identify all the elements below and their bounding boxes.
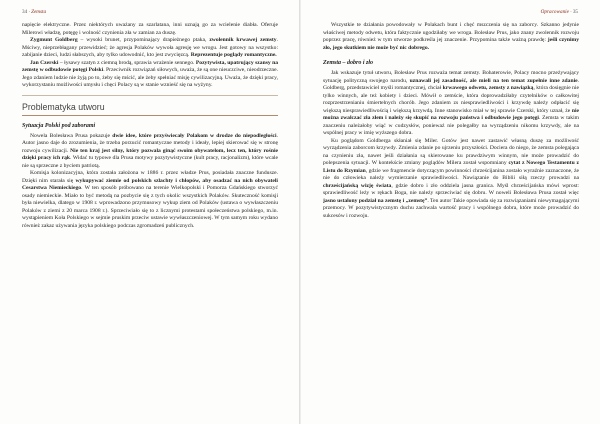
- character-name: Zygmunt Goldberg: [30, 37, 78, 43]
- emphasis: Reprezentuje poglądy romantyczne.: [190, 52, 277, 58]
- paragraph: [323, 22, 579, 52]
- paragraph: napięcie elektryczne. Przez niektórych uważany za szarlatana, inni uznają go za wcielenie diabła. Oferuje Milerowi władzę, potęgę i wolność czynienia zła w zamian za duszę.: [22, 22, 278, 36]
- paragraph: [22, 170, 278, 230]
- page-number: 35: [572, 9, 578, 15]
- text-run: Komisja kolonizacyjna, która została założona w 1886 r. przez władze Prus, posiadała znaczne fundusze. Dzięki nim starała się: [22, 170, 278, 184]
- right-text-column: [323, 22, 579, 414]
- page-number: 34: [22, 9, 28, 15]
- text-run: . Zemsta w takim znaczeniu należałoby wiąć w cudzysłów, ponieważ nie polegałby na wyrządzeniu nikomu krzywdy, ale na wspólnej pracy w imię wyższego dobra.: [323, 115, 579, 136]
- subsection-heading: Zemsta – dobro i zło: [323, 60, 374, 66]
- text-run: . Widać tu typowe dla Prusa motywy pozytywistyczne (kult pracy, racjonalizm), które wcale nie są sprzeczne z byciem patriotą.: [22, 155, 278, 169]
- right-page: [301, 0, 600, 424]
- emphasis: Pozytywista, upatrujący szansy na zemstę w odbudowie potęgi Polski: [22, 59, 278, 73]
- emphasis: Nie ten kraj jest silny, który pozwala ginąć swoim obywatelom, lecz ten, który rośnie dzięki pracy ich rąk: [22, 147, 278, 161]
- left-text-column: [22, 22, 278, 414]
- text-run: . W ten sposób próbowano na terenie Wielkopolski i Pomorza Gdańskiego stworzyć osady niemieckie. Miało to być metodą na pozbycie się z tych okolic wszystkich Polaków. Skuteczność komisji była niewielka, dlatego w 1908 r. wprowadzono przymusowy wykup ziem od Polaków (ustawa o wywłaszczeniu Polaków z ziemi z 20 marca 1908 r.). Sprzeciwiało się to z licznymi protestami społeczeństwa polskiego, m.in. wystąpieniem Koła Polskiego w sejmie pruskim przeciw ustawie wywłaszczeniowej. W tym samym roku wydano również zakaz używania języka polskiego podczas zgromadzeń publicznych.: [22, 185, 278, 229]
- emphasis: zwolennik krwawej zemsty: [209, 37, 277, 43]
- text-run: Wszystkie te działania powodowały w Polakach bunt i chęć mszczenia się na zaborcy. Szkanno jedynie właściwej metody odwetu, która faktycznie ugodziłaby we wroga. Bolesław Prus, jako znany zwolennik rozwoju poprzez pracę, również w tym utworze podkreśla jej znaczenie. Przypomina także ważną prawdę:: [323, 22, 579, 43]
- running-header-left: 34 · Zemsta: [22, 9, 47, 15]
- text-run: – łysawy szatyn z ciemną brodą, sprawia wrażenie sennego.: [58, 59, 196, 66]
- text-run: , gdzie we fragmencie dotyczącym powinności chrześcijanina zostało wyraźnie zaznaczone, że nie do człowieka należy wymierzanie sprawiedliwości. Nawiązanie do Biblii siłą rzeczy prowadzi na: [323, 167, 579, 181]
- text-run: , gdzie dobro i zło oddziela jasna granica. Myśl chrześcijańska mówi wprost: sprawiedliwość leży w rękach Boga, nie należy sprzeciwiać się dobru. W nowelі Bolesława Prusa został więc: [323, 182, 579, 196]
- text-run: Nowela Bolesława Prusa pokazuje: [30, 132, 113, 139]
- text-run: . Autor jasno daje do zrozumienia, że trzeba porzucić romantyczne metody i ideały, lepiej skierować się w stronę rozwoju cywilizacji.: [22, 132, 278, 154]
- text-run: . Goldberg, przedstawiciel myśli romantycznej, chciał: [323, 77, 579, 91]
- running-header-right: Opracowanie · 35: [540, 9, 578, 15]
- paragraph: [323, 138, 579, 221]
- text-run: Jak wskazuje tytuł utworu, Bolesław Prus rozważa temat zemsty. Bohaterowie, Polacy mocno przeżywający sytuację polityczną swojego narodu,: [323, 70, 579, 84]
- subsection-heading: Sytuacja Polski pod zaborami: [22, 122, 96, 129]
- text-run: , która dosięgnie nie tylko winnych, ale też kobiety i dzieci. Mówił o zemście, która doprowadziłaby czytelników o całkowitej rozprzestrzenianiu śmiertelnych chorób. Jego zdaniem zs niesprawiedliwości i krzywdę należy odpłacić się większą niesprawiedliwością i większą krzywdą. Inne stanowisko miał w tej sprawie Czerski, który uznał, że: [323, 85, 579, 114]
- chapter-rule: [22, 115, 278, 116]
- running-title: Zemsta: [31, 9, 47, 15]
- emphasis: jeśli czynimy zło, jego skutkiem nie może być nic dobrego.: [323, 37, 579, 51]
- emphasis: wykupywać ziemie od polskich szlachty i chłopów, aby osadzać na nich obywateli Cesarstwa Niemieckiego: [22, 177, 278, 191]
- paragraph: [22, 133, 278, 171]
- emphasis: jasno ustalony podział na zemstę i „zemstę”: [323, 197, 428, 204]
- emphasis: nie można zwalczać zła złem i należy się skupić na rozwoju państwa i odbudowie jego potęgi: [323, 107, 579, 121]
- character-name: Jan Czerski: [30, 59, 59, 66]
- text-run: . Mściwy, nieprzebłagany przewidzieć; że agresja Polaków wywoła agresję we wrogu. Jest gotowy na wszystko: zabijanie dzieci, ludzi słabszych, aby tylko udowodnić, kto jest zwycięzcą.: [22, 37, 278, 58]
- character-czerski: [22, 60, 278, 90]
- character-goldberg: [22, 37, 278, 60]
- paragraph: [323, 70, 579, 138]
- text-run: – wysoki brunet, przypominający drapieżnego ptaka,: [77, 37, 210, 43]
- text-run: Ku poglądom Goldberga skłaniał się Miler. Gotów jest nawet zastawić własną duszę za możliwość wyrządzenia zaborcom krzywdy. Zmienia zdanie po ujrzeniu przyszłości. Docierа do niego, że zemsta polegająca na czynieniu zła, nawet jeśli działaniа są skierowane ku prawdziwym winnym, nie może prowadzić do polepszenia sytuacji. W kontekście zmiany poglądów Milera został wspomniany: [323, 137, 579, 166]
- emphasis: dwie idee, które przyświecały Polakom w drodze do niepodległości: [112, 132, 277, 139]
- emphasis: uznawali jej zasadność, ale mieli na ten temat zupełnie inne zdanie: [409, 77, 578, 84]
- emphasis: cytat z Nowego Testamentu z Listu do Rzymian: [323, 160, 579, 174]
- section-divider: [22, 95, 278, 96]
- running-title: Opracowanie: [540, 9, 569, 15]
- left-page: [0, 0, 299, 424]
- emphasis: krwawego odwetu, zemsty z nawiązką: [442, 85, 534, 91]
- text-run: . Ten autor Takie opowiada się za rozwiązaniami niewymagającymi przemocy. W pozytywistycznym duchu zachwala wartość pracy i wspólnego dobra, które może prowadzić do sukcesów i rozwoju.: [323, 197, 579, 219]
- emphasis: chrześcijańską wizję świata: [323, 182, 392, 189]
- chapter-heading: Problematyka utworu: [22, 101, 105, 112]
- text-run: . Przeciwnik rozwiązań siłowych, uważa, że są one nieuczciwe, nieodrzeczne. Jego zdaniem ludzie nie żyją po to, żeby się mścić, ale żeby spełniać misję cywilizacyjną. Uważa, że dzięki pracy, wykorzystaniu możliwości umysłu i chęci Polacy są w stanie wznieść się na wyżyny.: [22, 67, 278, 88]
